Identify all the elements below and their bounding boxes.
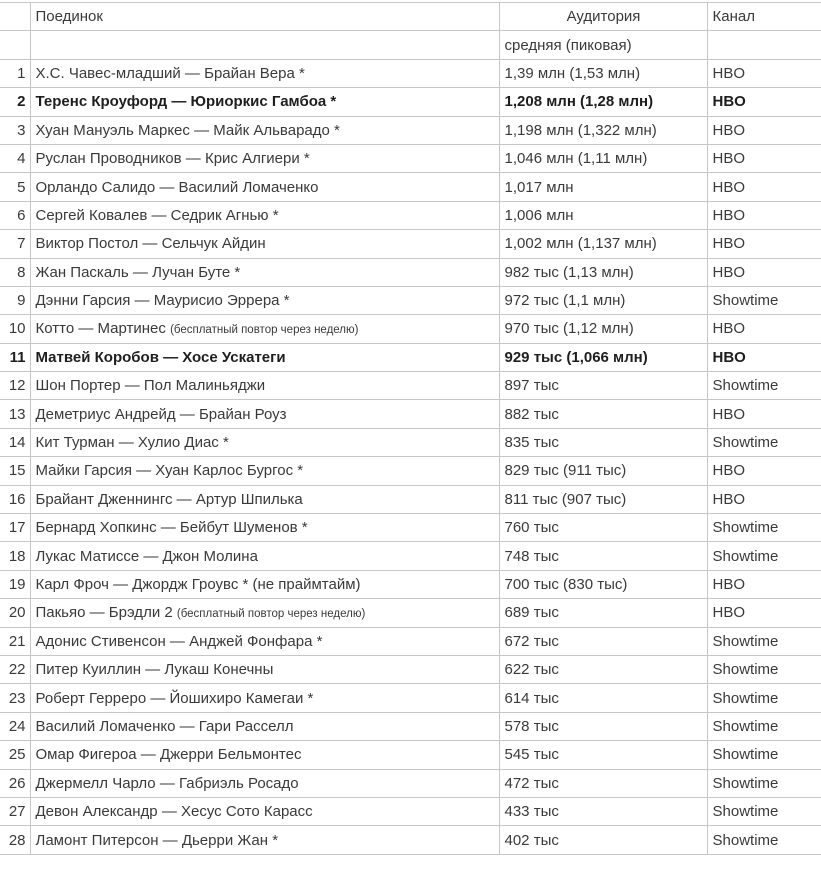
fight-text: Василий Ломаченко — Гари Расселл (35, 717, 294, 735)
audience-cell: 760 тыс (499, 514, 707, 542)
table-row (0, 201, 821, 229)
fight-text: Сергей Ковалев — Седрик Агнью * (35, 206, 279, 224)
fight-cell (30, 428, 499, 456)
fight-cell (30, 116, 499, 144)
audience-cell: 622 тыс (499, 655, 707, 683)
channel-cell: Showtime (707, 684, 821, 712)
fight-text: Руслан Проводников — Крис Алгиери * (35, 150, 310, 168)
row-number-cell: 27 (0, 797, 30, 825)
table-row (0, 542, 821, 570)
fight-text: Хуан Мануэль Маркес — Майк Альварадо * (35, 121, 340, 139)
fight-cell (30, 88, 499, 116)
fight-cell (30, 230, 499, 258)
channel-cell: Showtime (707, 627, 821, 655)
header-fight-cell: Поединок (30, 3, 499, 31)
table-row (0, 144, 821, 172)
fight-cell (30, 59, 499, 87)
table-row (0, 88, 821, 116)
ratings-table (0, 2, 821, 855)
channel-cell: HBO (707, 258, 821, 286)
channel-cell: Showtime (707, 655, 821, 683)
audience-cell: 1,017 млн (499, 173, 707, 201)
row-number-cell: 7 (0, 230, 30, 258)
channel-cell: HBO (707, 88, 821, 116)
fight-cell (30, 684, 499, 712)
channel-cell: Showtime (707, 741, 821, 769)
fight-text: Брайант Дженнингс — Артур Шпилька (35, 490, 303, 508)
row-number-cell: 12 (0, 372, 30, 400)
channel-cell: HBO (707, 315, 821, 343)
fight-text: Лукас Матиссе — Джон Молина (35, 547, 258, 565)
fight-cell (30, 400, 499, 428)
row-number-cell: 24 (0, 712, 30, 740)
channel-cell: Showtime (707, 797, 821, 825)
audience-cell: 578 тыс (499, 712, 707, 740)
row-number-cell: 11 (0, 343, 30, 371)
table-row (0, 315, 821, 343)
table-row (0, 485, 821, 513)
audience-cell: 1,006 млн (499, 201, 707, 229)
subheader-row (0, 31, 821, 59)
channel-cell: HBO (707, 485, 821, 513)
audience-cell: 811 тыс (907 тыс) (499, 485, 707, 513)
subheader-fight-cell (30, 31, 499, 59)
table-row (0, 797, 821, 825)
fight-text: Шон Портер — Пол Малиньяджи (35, 377, 266, 395)
row-number-cell: 26 (0, 769, 30, 797)
table-row (0, 514, 821, 542)
fight-cell (30, 514, 499, 542)
table-row (0, 599, 821, 627)
row-number-cell: 6 (0, 201, 30, 229)
audience-cell: 882 тыс (499, 400, 707, 428)
channel-cell: HBO (707, 173, 821, 201)
channel-cell: Showtime (707, 372, 821, 400)
audience-cell: 1,198 млн (1,322 млн) (499, 116, 707, 144)
table-row (0, 712, 821, 740)
fight-text: Карл Фроч — Джордж Гроувс * (не праймтайм) (35, 576, 361, 593)
fight-cell (30, 286, 499, 314)
row-number-cell: 1 (0, 59, 30, 87)
table-row (0, 258, 821, 286)
channel-cell: Showtime (707, 712, 821, 740)
fight-note: (бесплатный повтор через неделю) (170, 324, 359, 337)
channel-cell: Showtime (707, 769, 821, 797)
audience-cell: 472 тыс (499, 769, 707, 797)
header-channel-cell: Канал (707, 3, 821, 31)
fight-text: Х.С. Чавес-младший — Брайан Вера * (35, 64, 305, 82)
table-row (0, 655, 821, 683)
fight-cell (30, 655, 499, 683)
row-number-cell: 28 (0, 826, 30, 854)
row-number-cell: 18 (0, 542, 30, 570)
row-number-cell: 20 (0, 599, 30, 627)
row-number-cell: 16 (0, 485, 30, 513)
fight-text: Дэнни Гарсия — Маурисио Эррера * (35, 292, 290, 310)
audience-cell: 929 тыс (1,066 млн) (499, 343, 707, 371)
row-number-cell: 9 (0, 286, 30, 314)
audience-cell: 700 тыс (830 тыс) (499, 570, 707, 598)
table-row (0, 59, 821, 87)
table-row (0, 286, 821, 314)
channel-cell: HBO (707, 230, 821, 258)
fight-cell (30, 826, 499, 854)
channel-cell: HBO (707, 457, 821, 485)
channel-cell: HBO (707, 201, 821, 229)
fight-text: Джермелл Чарло — Габриэль Росадо (35, 774, 299, 792)
audience-cell: 1,046 млн (1,11 млн) (499, 144, 707, 172)
fight-text: Омар Фигероа — Джерри Бельмонтес (35, 746, 302, 764)
audience-cell: 545 тыс (499, 741, 707, 769)
channel-cell: Showtime (707, 428, 821, 456)
channel-cell: HBO (707, 116, 821, 144)
fight-text: Ламонт Питерсон — Дьерри Жан * (35, 831, 279, 849)
audience-cell: 1,208 млн (1,28 млн) (499, 88, 707, 116)
table-body (0, 59, 821, 854)
row-number-cell: 15 (0, 457, 30, 485)
audience-cell: 748 тыс (499, 542, 707, 570)
fight-cell (30, 343, 499, 371)
audience-cell: 1,002 млн (1,137 млн) (499, 230, 707, 258)
channel-cell: Showtime (707, 542, 821, 570)
table-row (0, 684, 821, 712)
fight-cell (30, 201, 499, 229)
row-number-cell: 13 (0, 400, 30, 428)
row-number-cell: 14 (0, 428, 30, 456)
fight-cell (30, 769, 499, 797)
table-row (0, 173, 821, 201)
fight-text: Пакьяо — Брэдли 2 (35, 604, 177, 622)
fight-text: Майки Гарсия — Хуан Карлос Бургос * (35, 462, 304, 480)
table-row (0, 230, 821, 258)
header-audience-cell: Аудитория (499, 3, 707, 31)
row-number-cell: 17 (0, 514, 30, 542)
audience-cell: 689 тыс (499, 599, 707, 627)
audience-cell: 897 тыс (499, 372, 707, 400)
audience-cell: 1,39 млн (1,53 млн) (499, 59, 707, 87)
audience-cell: 970 тыс (1,12 млн) (499, 315, 707, 343)
audience-cell: 835 тыс (499, 428, 707, 456)
table-row (0, 400, 821, 428)
table-row (0, 826, 821, 854)
fight-cell (30, 712, 499, 740)
fight-cell (30, 627, 499, 655)
header-number-cell (0, 3, 30, 31)
fight-cell (30, 173, 499, 201)
subheader-channel-cell (707, 31, 821, 59)
table-row (0, 116, 821, 144)
channel-cell: HBO (707, 59, 821, 87)
audience-cell: 433 тыс (499, 797, 707, 825)
row-number-cell: 21 (0, 627, 30, 655)
fight-text: Бернард Хопкинс — Бейбут Шуменов * (35, 519, 308, 537)
fight-cell (30, 599, 499, 627)
table-row (0, 428, 821, 456)
channel-cell: HBO (707, 570, 821, 598)
row-number-cell: 10 (0, 315, 30, 343)
fight-cell (30, 542, 499, 570)
fight-text: Виктор Постол — Сельчук Айдин (35, 235, 266, 253)
fight-text: Адонис Стивенсон — Анджей Фонфара * (35, 632, 323, 650)
audience-cell: 982 тыс (1,13 млн) (499, 258, 707, 286)
audience-cell: 614 тыс (499, 684, 707, 712)
table-row (0, 570, 821, 598)
fight-text: Орландо Салидо — Василий Ломаченко (35, 178, 319, 196)
row-number-cell: 19 (0, 570, 30, 598)
table-row (0, 769, 821, 797)
fight-text: Питер Куиллин — Лукаш Конечны (35, 661, 274, 679)
fight-cell (30, 144, 499, 172)
fight-text: Роберт Герреро — Йошихиро Камегаи * (35, 689, 314, 707)
table-row (0, 627, 821, 655)
row-number-cell: 2 (0, 88, 30, 116)
row-number-cell: 22 (0, 655, 30, 683)
audience-cell: 672 тыс (499, 627, 707, 655)
table-row (0, 372, 821, 400)
channel-cell: Showtime (707, 514, 821, 542)
channel-cell: Showtime (707, 286, 821, 314)
fight-text: Матвей Коробов — Хосе Ускатеги (35, 348, 286, 366)
fight-cell (30, 741, 499, 769)
table-row (0, 343, 821, 371)
fight-text: Жан Паскаль — Лучан Буте * (35, 263, 241, 281)
fight-text: Теренс Кроуфорд — Юриоркис Гамбоа * (35, 93, 337, 111)
row-number-cell: 23 (0, 684, 30, 712)
fight-cell (30, 797, 499, 825)
row-number-cell: 25 (0, 741, 30, 769)
fight-cell (30, 485, 499, 513)
fight-text: Девон Александр — Хесус Сото Карасс (35, 803, 313, 821)
row-number-cell: 3 (0, 116, 30, 144)
channel-cell: Showtime (707, 826, 821, 854)
table-row (0, 741, 821, 769)
fight-note: (бесплатный повтор через неделю) (176, 608, 366, 621)
channel-cell: HBO (707, 144, 821, 172)
channel-cell: HBO (707, 400, 821, 428)
row-number-cell: 4 (0, 144, 30, 172)
fight-text: Кит Турман — Хулио Диас * (35, 434, 229, 452)
fight-text: Деметриус Андрейд — Брайан Роуз (35, 405, 287, 423)
fight-cell (30, 457, 499, 485)
audience-cell: 402 тыс (499, 826, 707, 854)
audience-cell: 972 тыс (1,1 млн) (499, 286, 707, 314)
audience-cell: 829 тыс (911 тыс) (499, 457, 707, 485)
fight-text: Котто — Мартинес (35, 320, 171, 338)
channel-cell: HBO (707, 599, 821, 627)
channel-cell: HBO (707, 343, 821, 371)
row-number-cell: 8 (0, 258, 30, 286)
row-number-cell: 5 (0, 173, 30, 201)
header-row (0, 3, 821, 31)
fight-cell (30, 258, 499, 286)
subheader-number-cell (0, 31, 30, 59)
fight-cell (30, 570, 499, 598)
fight-cell (30, 315, 499, 343)
subheader-audience-cell: средняя (пиковая) (499, 31, 707, 59)
table-row (0, 457, 821, 485)
fight-cell (30, 372, 499, 400)
